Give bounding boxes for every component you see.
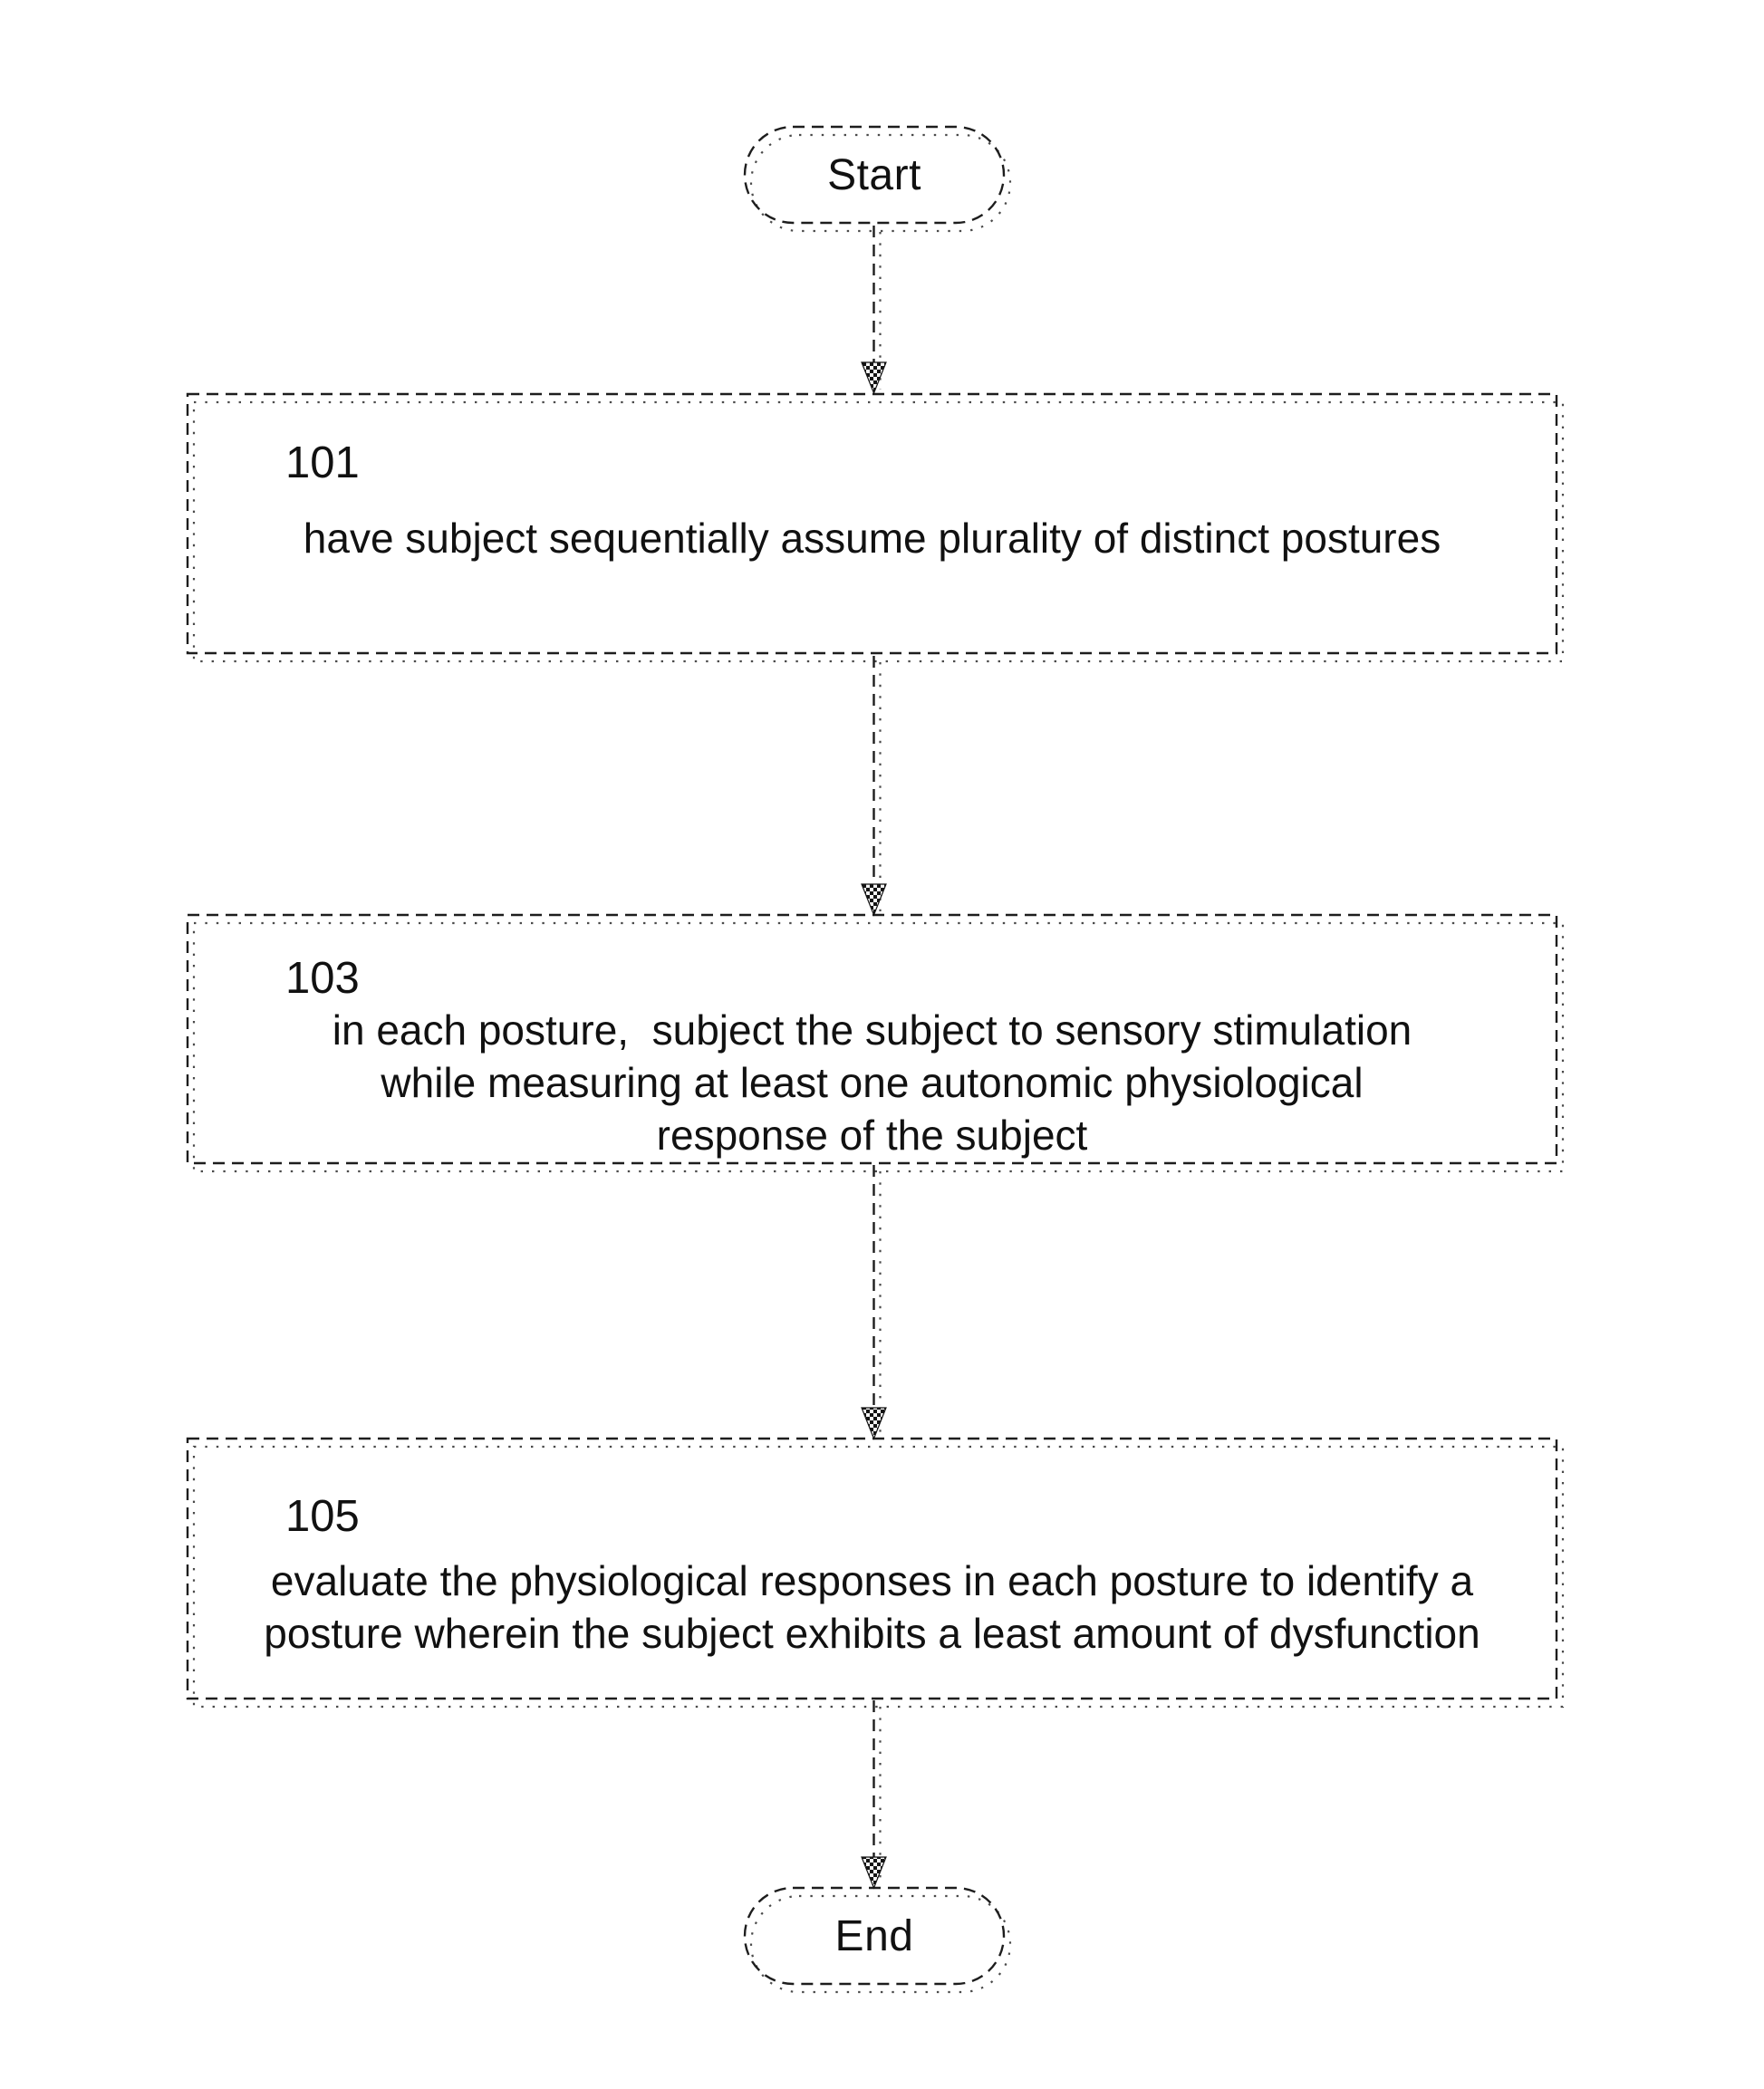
end-label: End [834, 1911, 914, 1960]
step-101-text-line: have subject sequentially assume plurality of distinct postures [303, 515, 1441, 562]
step-101-number: 101 [285, 438, 360, 487]
arrowhead-icon [862, 1857, 886, 1888]
step-105-number: 105 [285, 1492, 360, 1541]
step-103-text-line: while measuring at least one autonomic physiological [381, 1059, 1364, 1106]
step-103-number: 103 [285, 954, 360, 1003]
step-105-text-line: evaluate the physiological responses in each posture to identify a [270, 1557, 1474, 1604]
step-105-text [188, 1555, 1557, 1660]
step-105-box [188, 1439, 1557, 1699]
arrowhead-icon [862, 884, 886, 915]
step-105-text-line: posture wherein the subject exhibits a least amount of dysfunction [264, 1610, 1480, 1657]
arrowhead-icon [862, 1408, 886, 1439]
step-103-text-line: in each posture, subject the subject to sensory stimulation [332, 1006, 1412, 1054]
start-label: Start [827, 150, 921, 199]
arrowhead-icon [862, 362, 886, 393]
step-103-text [188, 1004, 1557, 1161]
step-101-text [188, 512, 1557, 564]
step-103-box [188, 915, 1557, 1163]
step-103-text-line: response of the subject [656, 1112, 1088, 1159]
step-101-box [188, 394, 1557, 653]
start-node [745, 127, 1004, 223]
end-node [745, 1888, 1004, 1984]
